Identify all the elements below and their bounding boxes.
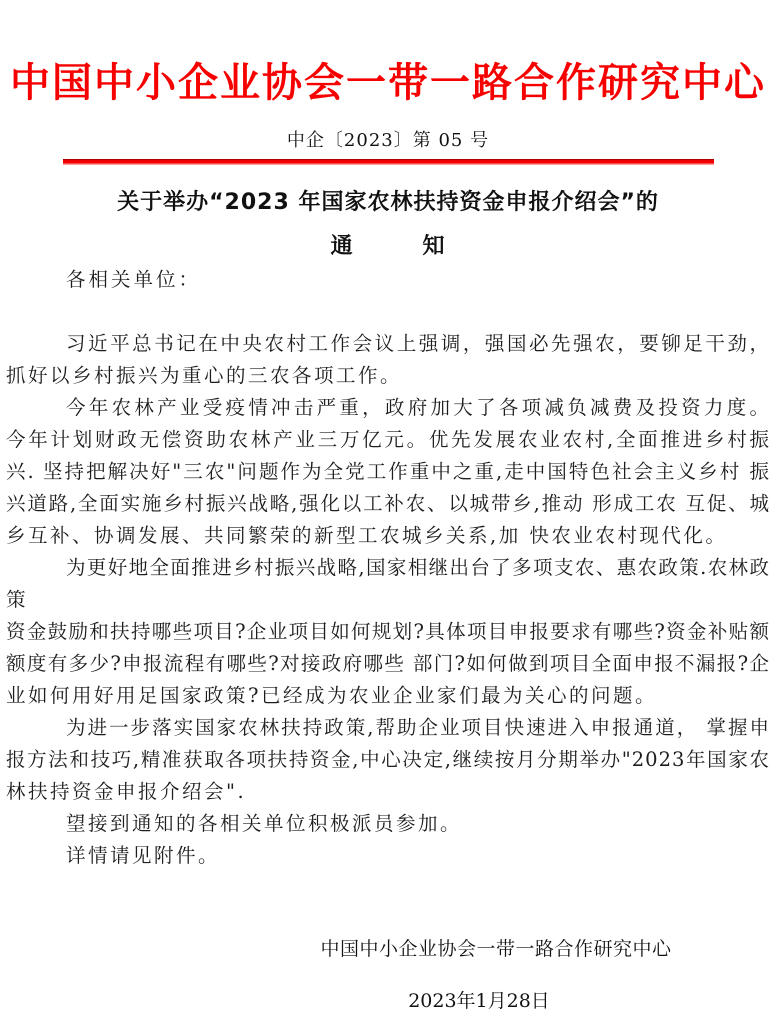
body-line: 业如何用好用足国家政策?已经成为农业企业家们最为关心的问题。 xyxy=(6,684,657,707)
org-title: 中国中小企业协会一带一路合作研究中心 xyxy=(10,59,766,106)
body-line: 今年农林产业受疫情冲击严重，政府加大了各项减负减费及投资力度。 xyxy=(66,396,770,419)
body-line: 为更好地全面推进乡村振兴战略,国家相继出台了多项支农、惠农政策.农林政策 xyxy=(6,556,770,611)
body-line: 为进一步落实国家农林扶持政策,帮助企业项目快速进入申报通道， 掌握申 xyxy=(66,716,770,739)
body-line: 乡互补、协调发展、共同繁荣的新型工农城乡关系,加 快农业农村现代化。 xyxy=(6,524,728,547)
doc-number: 中企〔2023〕第 05 号 xyxy=(286,130,490,151)
body-line: 林扶持资金申报介绍会". xyxy=(6,780,247,803)
body-line: 今年计划财政无偿资助农林产业三万亿元。优先发展农业农村,全面推进乡村振 xyxy=(6,428,770,451)
red-divider-line xyxy=(63,159,714,165)
body-line: 望接到通知的各相关单位积极派员参加。 xyxy=(66,812,463,835)
signature-date: 2023年1月28日 xyxy=(408,990,550,1012)
salutation: 各相关单位： xyxy=(66,268,202,291)
body-line: 报方法和技巧,精准获取各项扶持资金,中心决定,继续按月分期举办"2023年国家农 xyxy=(6,748,770,771)
notice-body xyxy=(6,265,770,872)
signature-org: 中国中小企业协会一带一路合作研究中心 xyxy=(320,938,672,960)
body-line: 详情请见附件。 xyxy=(66,844,221,867)
body-line: 额度有多少?申报流程有哪些?对接政府哪些 部门?如何做到项目全面申报不漏报?企 xyxy=(6,652,770,675)
body-line: 兴. 坚持把解决好"三农"问题作为全党工作重中之重,走中国特色社会主义乡村 振 xyxy=(6,460,770,483)
body-line: 习近平总书记在中央农村工作会议上强调，强国必先强农，要铆足干劲， xyxy=(66,332,770,355)
body-line: 资金鼓励和扶持哪些项目?企业项目如何规划?具体项目申报要求有哪些?资金补贴额 xyxy=(6,620,770,643)
body-line: 兴道路,全面实施乡村振兴战略,强化以工补农、以城带乡,推动 形成工农 互促、城 xyxy=(6,492,770,515)
notice-title-line1: 关于举办“2023 年国家农林扶持资金申报介绍会”的 xyxy=(117,190,659,215)
notice-title-line2: 通 知 xyxy=(330,234,446,259)
body-line: 抓好以乡村振兴为重心的三农各项工作。 xyxy=(6,364,403,387)
